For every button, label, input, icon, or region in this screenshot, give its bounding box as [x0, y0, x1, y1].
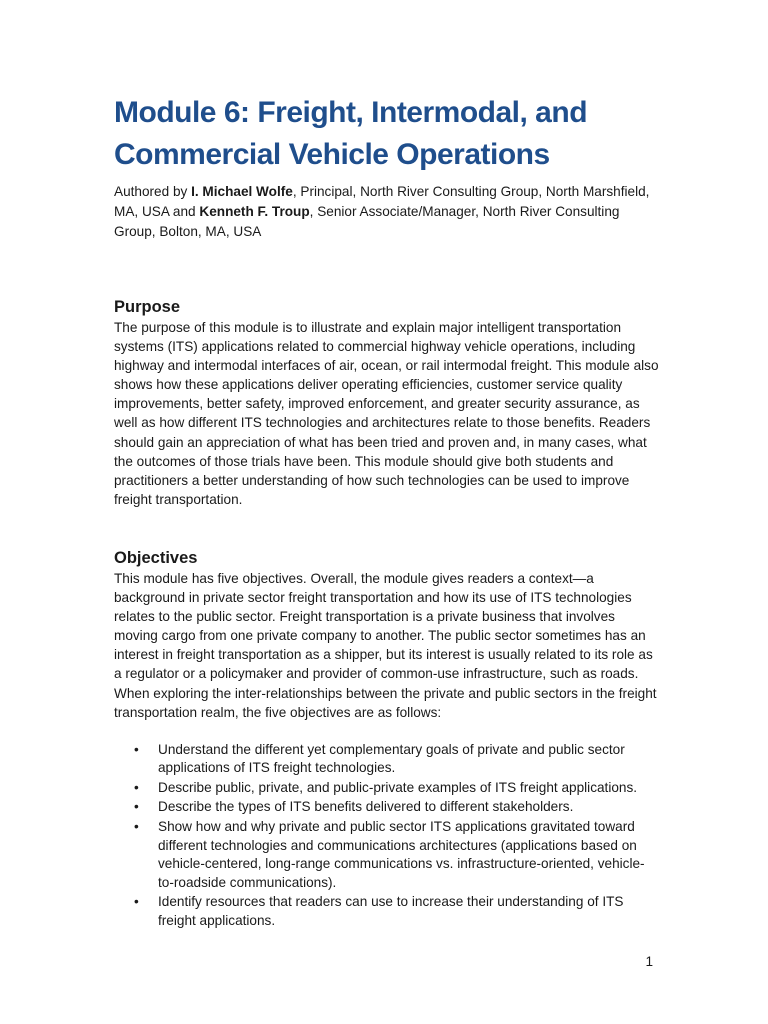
list-item-text: Show how and why private and public sector ITS applications gravitated toward different technologies and communications architectures (applications based on vehicle-centered, long-range communications vs. infrastructure-oriented, vehicle-to-roadside communications). — [158, 819, 645, 890]
objectives-heading: Objectives — [114, 548, 198, 567]
list-item-text: Identify resources that readers can use to increase their understanding of ITS freight applications. — [158, 894, 624, 929]
bullet-marker: • — [134, 741, 139, 757]
list-item — [114, 893, 659, 930]
document-page — [114, 92, 659, 932]
objectives-list — [114, 741, 659, 931]
list-item-text: Describe the types of ITS benefits delivered to different stakeholders. — [158, 799, 574, 815]
document-title — [114, 92, 659, 176]
bullet-marker: • — [134, 779, 139, 795]
authors-line — [114, 182, 659, 242]
page-number: 1 — [645, 954, 653, 969]
list-item-text: Understand the different yet complementary goals of private and public sector applications of ITS freight technologies. — [158, 741, 625, 776]
bullet-marker: • — [134, 894, 139, 910]
bullet-marker: • — [134, 799, 139, 815]
list-item — [114, 798, 659, 817]
title-line-1: Module 6: Freight, Intermodal, and — [114, 96, 588, 129]
purpose-heading: Purpose — [114, 298, 181, 316]
authors-prefix: Authored by — [114, 184, 192, 199]
purpose-paragraph: The purpose of this module is to illustrate and explain major intelligent transportation systems (ITS) applications related to commercial highway vehicle operations, including highway and intermodal interfaces of air, ocean, or rail intermodal freight. This module also shows how these applications deliver operating efficiencies, customer service quality improvements, better safety, improved enforcement, and greater security assurance, as well as how different ITS technologies and architectures relate to those benefits. Readers should gain an appreciation of what has been tried and proven and, in many cases, what the outcomes of those trials have been. This module should give both students and practitioners a better understanding of how such technologies can be used to improve freight transportation. — [114, 320, 659, 507]
list-item — [114, 779, 659, 798]
author-1-details: , Principal, North River Consulting Group, North Marshfield, MA, USA and — [114, 184, 650, 219]
list-item — [114, 818, 659, 892]
list-item — [114, 741, 659, 778]
list-item-text: Describe public, private, and public-private examples of ITS freight applications. — [158, 779, 638, 795]
author-2-name: Kenneth F. Troup — [199, 204, 310, 219]
objectives-paragraph: This module has five objectives. Overall, the module gives readers a context—a background in private sector freight transportation and how its use of ITS technologies relates to the public sector. Freight transportation is a private business that involves moving cargo from one private company to another. The public sector sometimes has an interest in freight transportation as a shipper, but its interest is usually related to its role as a regulator or a policymaker and provider of common-use infrastructure, such as roads. When exploring the inter-relationships between the private and public sectors in the freight transportation realm, the five objectives are as follows: — [114, 570, 657, 720]
bullet-marker: • — [134, 819, 139, 835]
author-1-name: I. Michael Wolfe — [191, 184, 293, 199]
author-2-details: , Senior Associate/Manager, North River Consulting Group, Bolton, MA, USA — [114, 204, 620, 239]
title-line-2: Commercial Vehicle Operations — [114, 138, 550, 171]
